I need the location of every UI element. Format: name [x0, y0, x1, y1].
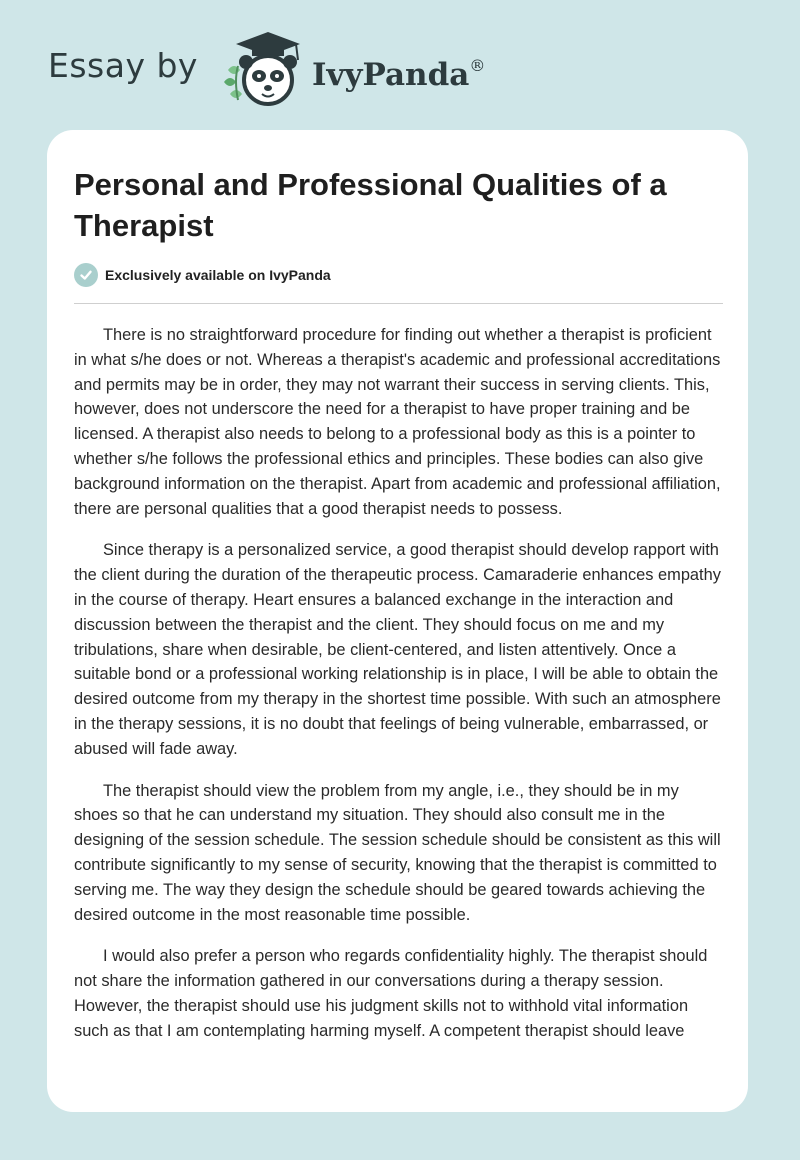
paragraph: Since therapy is a personalized service, a good therapist should develop rapport with the client during the duration of the therapeutic process. Camaraderie enhances empathy in the course of therapy. Heart ensures a balanced exchange in the interaction and discussion between the therapist and the client. They should focus on me and my tribulations, share when desirable, be client-centered, and listen attentively. Once a suitable bond or a professional working relationship is in place, I will be able to obtain the desired outcome from my therapy in the shortest time possible. With such an atmosphere in the therapy sessions, it is no doubt that feelings of being vulnerable, embarrassed, or abused will fade away. [74, 541, 721, 758]
paragraph: The therapist should view the problem from my angle, i.e., they should be in my shoes so that he can understand my situation. They should also consult me in the designing of the session schedule. The session schedule should be consistent as this will contribute significantly to my sense of security, knowing that the therapist is committed to serving me. The way they design the schedule should be geared towards achieving the desired outcome in the most reasonable time possible. [74, 781, 721, 924]
paragraph: There is no straightforward procedure for finding out whether a therapist is proficient in what s/he does or not. Whereas a therapist's academic and professional accreditations and permits may be in order, they may not warrant their success in serving clients. This, however, does not underscore the need for a therapist to have proper training and be licensed. A therapist also needs to belong to a professional body as this is a pointer to whether s/he follows the professional ethics and principles. These bodies can also give background information on the therapist. Apart from academic and professional affiliation, there are personal qualities that a good therapist needs to possess. [74, 326, 721, 518]
article-card [47, 130, 748, 1112]
exclusive-badge [74, 263, 331, 287]
check-icon [74, 263, 98, 287]
panda-logo-icon[interactable] [214, 30, 310, 110]
article-body [74, 323, 726, 1061]
paragraph: I would also prefer a person who regards confidentiality highly. The therapist should not share the information gathered in our conversations during a therapy session. However, the therapist should use his judgment skills not to withhold vital information such as that I am contemplating harming myself. A competent therapist should leave [74, 947, 708, 1040]
divider [74, 303, 723, 304]
brand-text: IvyPanda [311, 56, 470, 93]
site-header [48, 30, 548, 110]
essay-by-label: Essay by [48, 45, 198, 85]
page-title: Personal and Professional Qualities of a Therapist [74, 167, 667, 243]
brand-name[interactable] [312, 56, 485, 93]
registered-mark: ® [469, 55, 486, 75]
badge-label: Exclusively available on IvyPanda [105, 267, 331, 283]
